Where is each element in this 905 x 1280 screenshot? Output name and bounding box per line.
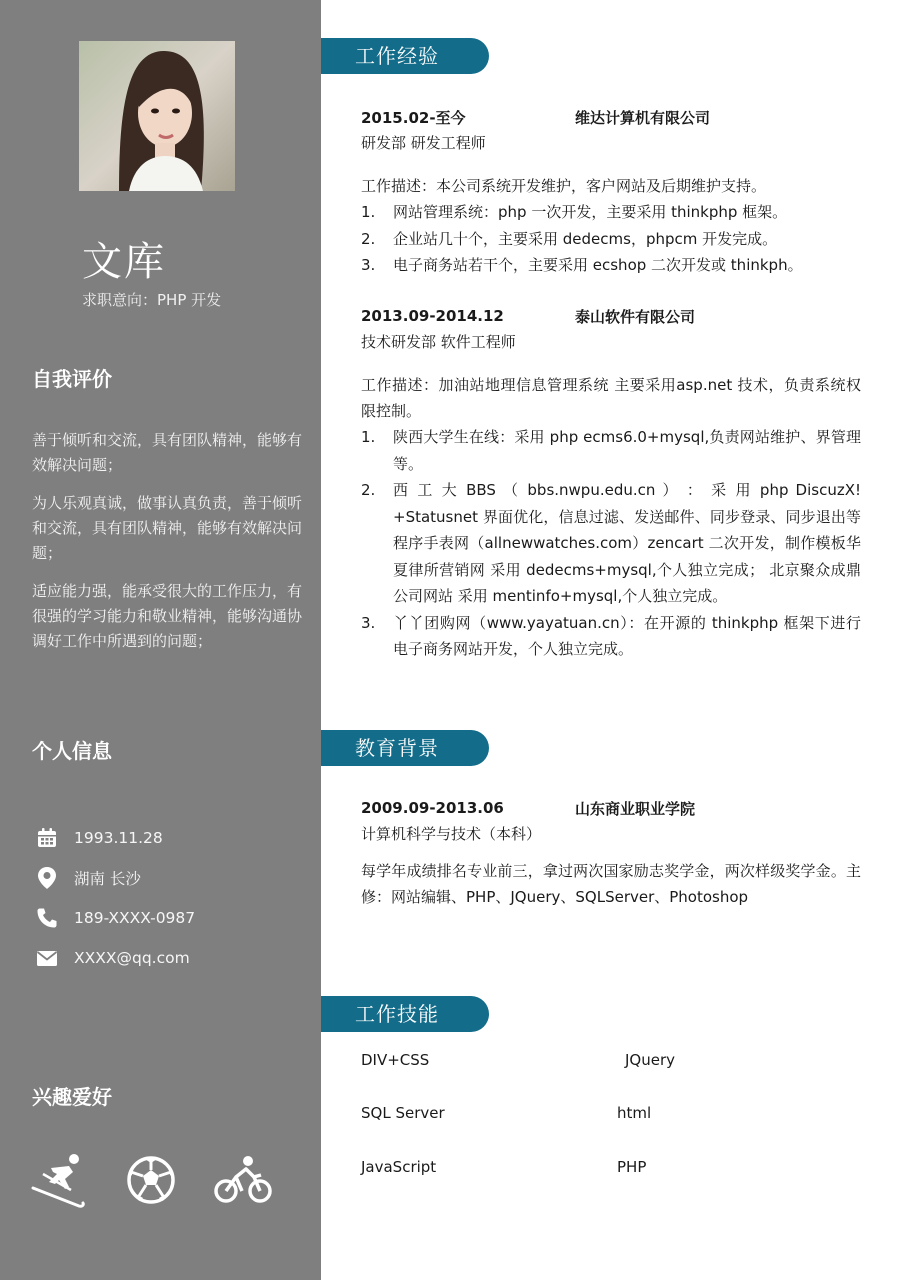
job-role: 研发部 研发工程师 — [361, 134, 486, 152]
phone-icon — [34, 905, 60, 931]
list-item — [361, 610, 861, 663]
item-number: 2. — [361, 481, 376, 499]
skill-item — [617, 1155, 867, 1205]
item-text: 丫丫团购网（www.yayatuan.cn）：在开源的 thinkphp 框架下进行电子商务网站开发，个人独立完成。 — [393, 613, 861, 658]
job-entry — [361, 104, 861, 279]
item-number: 1. — [361, 428, 376, 446]
item-number: 2. — [361, 229, 376, 248]
job-company: 维达计算机有限公司 — [575, 108, 711, 127]
skill-name: DIV+CSS — [361, 1051, 430, 1069]
list-item — [361, 199, 861, 226]
main-content — [321, 0, 905, 1280]
mail-icon — [34, 945, 60, 971]
list-item — [361, 252, 861, 279]
skill-item — [361, 1101, 611, 1151]
self-evaluation-heading: 自我评价 — [32, 367, 112, 391]
sidebar — [0, 0, 321, 1280]
skill-name: JQuery — [625, 1051, 676, 1069]
education-entry — [361, 795, 861, 910]
job-date: 2013.09-2014.12 — [361, 307, 504, 325]
info-phone — [34, 898, 195, 938]
info-birthday — [34, 818, 195, 858]
job-date: 2015.02-至今 — [361, 108, 466, 127]
cycling-icon — [212, 1150, 274, 1210]
education-date: 2009.09-2013.06 — [361, 799, 504, 817]
skill-name: PHP — [617, 1158, 647, 1176]
self-evaluation-list — [32, 428, 304, 667]
item-text: 西 工 大 BBS （ bbs.nwpu.edu.cn ） ： 采 用 php DiscuzX! +Statusnet 界面优化，信息过滤、发送邮件、同步登录、同步退出等程序手表网（allnewwatches.com）zencart 二次开发，制作模板华夏律所营销网 采用 dedecms+mysql,个人独立完成； 北京聚众成鼎公司网站 采用 mentinfo+mysql,个人独立完成。 — [393, 481, 861, 605]
phone-text: 189-XXXX-0987 — [74, 909, 196, 927]
work-experience-heading: 工作经验 — [321, 38, 489, 74]
self-evaluation-item: 善于倾听和交流，具有团队精神，能够有效解决问题； — [32, 431, 303, 474]
job-company: 泰山软件有限公司 — [575, 307, 696, 326]
skill-name: SQL Server — [361, 1104, 445, 1122]
list-item — [361, 226, 861, 253]
skiing-icon — [28, 1150, 90, 1210]
list-item — [361, 424, 861, 477]
education-description: 每学年成绩排名专业前三，拿过两次国家励志奖学金，两次样级奖学金。主修：网站编辑、PHP、JQuery、SQLServer、Photoshop — [361, 862, 861, 906]
education-major: 计算机科学与技术（本科） — [361, 825, 542, 843]
item-number: 3. — [361, 613, 376, 632]
hobbies-heading: 兴趣爱好 — [32, 1085, 112, 1109]
info-email — [34, 938, 195, 978]
calendar-icon — [34, 825, 60, 851]
job-description: 工作描述：本公司系统开发维护，客户网站及后期维护支持。 — [361, 177, 767, 195]
info-location — [34, 858, 195, 898]
education-school: 山东商业职业学院 — [575, 799, 696, 818]
location-text: 湖南 长沙 — [74, 870, 141, 888]
job-intent: 求职意向：PHP 开发 — [82, 291, 222, 309]
skill-item — [361, 1048, 611, 1098]
job-items — [361, 424, 861, 663]
email-text: XXXX@qq.com — [74, 949, 190, 967]
job-description: 工作描述：加油站地理信息管理系统 主要采用asp.net 技术，负责系统权限控制。 — [361, 376, 861, 420]
item-text: 陕西大学生在线：采用 php ecms6.0+mysql,负责网站维护、界管理等。 — [393, 428, 861, 473]
location-icon — [34, 865, 60, 891]
job-entry — [361, 303, 861, 663]
job-items — [361, 199, 861, 279]
skill-name: JavaScript — [361, 1158, 437, 1176]
item-text: 网站管理系统：php 一次开发，主要采用 thinkphp 框架。 — [393, 203, 788, 221]
item-text: 企业站几十个，主要采用 dedecms，phpcm 开发完成。 — [393, 229, 778, 248]
soccer-ball-icon — [120, 1150, 182, 1210]
skill-item — [361, 1155, 611, 1205]
item-number: 1. — [361, 203, 376, 221]
item-text: 电子商务站若干个，主要采用 ecshop 二次开发或 thinkph。 — [393, 256, 803, 274]
job-role: 技术研发部 软件工程师 — [361, 333, 516, 351]
skills-heading: 工作技能 — [321, 996, 489, 1032]
self-evaluation-item: 适应能力强，能承受很大的工作压力，有很强的学习能力和敬业精神，能够沟通协调好工作中所遇到的问题； — [32, 582, 303, 650]
personal-info-heading: 个人信息 — [32, 739, 112, 763]
personal-info-list — [34, 818, 195, 978]
list-item — [361, 477, 861, 610]
profile-photo — [79, 41, 235, 191]
hobbies-list — [28, 1150, 304, 1210]
item-number: 3. — [361, 256, 376, 274]
self-evaluation-item: 为人乐观真诚，做事认真负责，善于倾听和交流，具有团队精神，能够有效解决问题； — [32, 494, 303, 562]
skill-item — [617, 1101, 867, 1151]
education-heading: 教育背景 — [321, 730, 489, 766]
skill-item — [617, 1048, 867, 1098]
skill-name: html — [617, 1104, 652, 1122]
candidate-name: 文库 — [82, 239, 166, 285]
birthday-text: 1993.11.28 — [74, 829, 163, 847]
